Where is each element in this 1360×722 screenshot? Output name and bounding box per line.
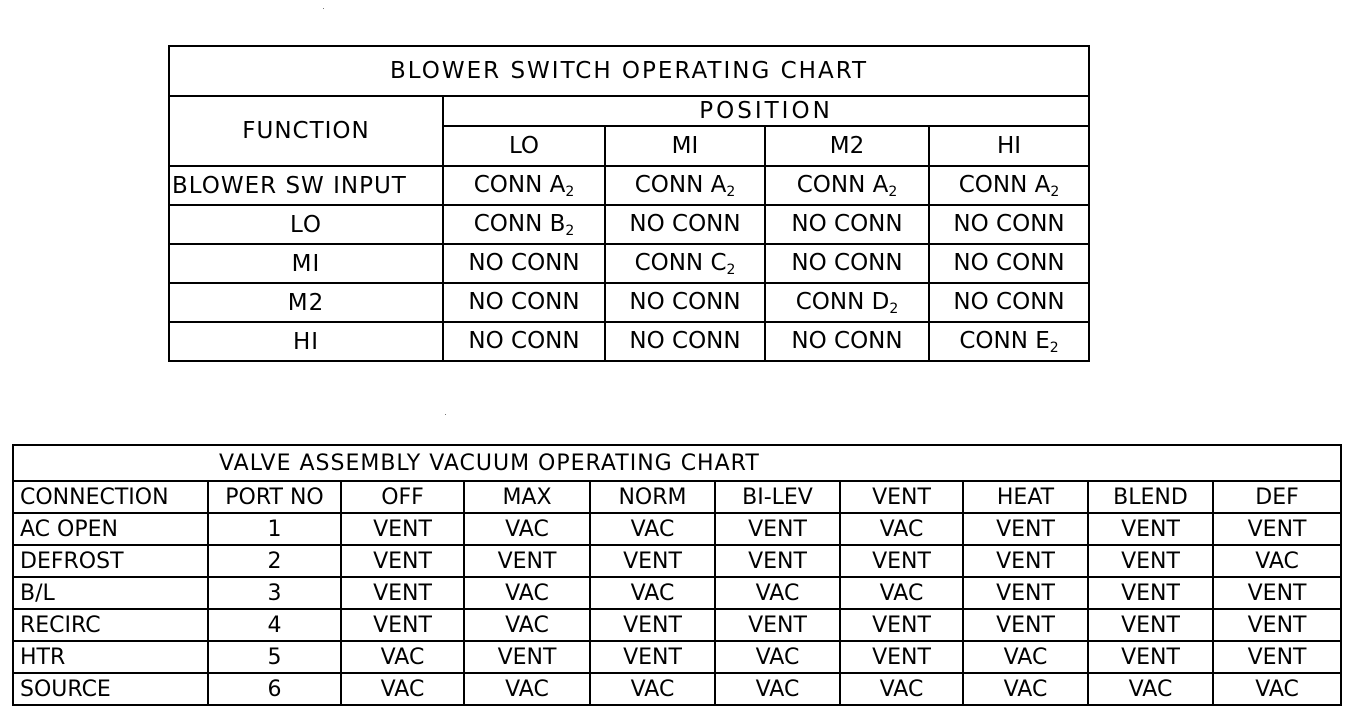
valve-state-cell: VAC <box>1088 673 1213 705</box>
valve-row <box>13 641 1341 673</box>
valve-state-cell: VAC <box>715 577 840 609</box>
connection-text: NO CONN <box>953 210 1065 237</box>
valve-row <box>13 609 1341 641</box>
valve-state-cell: VENT <box>341 609 464 641</box>
connection-text: NO CONN <box>791 327 903 354</box>
valve-column-header: VENT <box>840 481 963 513</box>
function-cell: BLOWER SW INPUT <box>169 166 443 205</box>
blower-row <box>169 205 1089 244</box>
connection-text: NO CONN <box>791 210 903 237</box>
connection-text: NO CONN <box>953 249 1065 276</box>
connection-cell <box>605 166 765 205</box>
connection-cell <box>443 322 605 361</box>
valve-state-cell: VENT <box>963 513 1088 545</box>
valve-state-cell: VENT <box>341 545 464 577</box>
scan-speck <box>323 8 324 9</box>
connection-subscript: 2 <box>726 183 736 200</box>
connection-text: CONN A <box>634 171 727 198</box>
port-number-cell: 5 <box>208 641 341 673</box>
valve-state-cell: VENT <box>341 577 464 609</box>
valve-column-header: OFF <box>341 481 464 513</box>
connection-subscript: 2 <box>565 222 575 239</box>
valve-state-cell: VAC <box>963 673 1088 705</box>
valve-row <box>13 545 1341 577</box>
valve-state-cell: VAC <box>1213 673 1341 705</box>
connection-cell <box>605 322 765 361</box>
valve-state-cell: VAC <box>840 513 963 545</box>
connection-cell <box>443 244 605 283</box>
blower-row <box>169 244 1089 283</box>
valve-state-cell: VAC <box>590 673 715 705</box>
valve-state-cell: VAC <box>715 673 840 705</box>
valve-state-cell: VAC <box>464 609 590 641</box>
scan-speck <box>445 414 446 415</box>
valve-state-cell: VENT <box>1213 577 1341 609</box>
valve-chart-title: VALVE ASSEMBLY VACUUM OPERATING CHART <box>13 445 1341 481</box>
connection-cell <box>765 244 929 283</box>
function-header: FUNCTION <box>169 96 443 166</box>
blower-row <box>169 322 1089 361</box>
function-cell: MI <box>169 244 443 283</box>
valve-state-cell: VENT <box>715 609 840 641</box>
valve-column-header: PORT NO <box>208 481 341 513</box>
connection-subscript: 2 <box>888 183 898 200</box>
blower-switch-operating-chart <box>168 45 1090 362</box>
valve-column-header: NORM <box>590 481 715 513</box>
valve-state-cell: VENT <box>840 641 963 673</box>
port-number-cell: 3 <box>208 577 341 609</box>
valve-state-cell: VAC <box>715 641 840 673</box>
connection-text: CONN E <box>959 327 1050 354</box>
connection-cell <box>929 244 1089 283</box>
connection-name-cell: SOURCE <box>13 673 208 705</box>
valve-state-cell: VAC <box>464 513 590 545</box>
connection-name-cell: RECIRC <box>13 609 208 641</box>
function-cell: LO <box>169 205 443 244</box>
valve-state-cell: VENT <box>464 641 590 673</box>
function-cell: M2 <box>169 283 443 322</box>
connection-text: NO CONN <box>791 249 903 276</box>
connection-text: CONN A <box>958 171 1051 198</box>
connection-subscript: 2 <box>889 300 899 317</box>
function-cell: HI <box>169 322 443 361</box>
connection-subscript: 2 <box>726 261 736 278</box>
valve-state-cell: VENT <box>963 545 1088 577</box>
valve-state-cell: VAC <box>464 577 590 609</box>
connection-subscript: 2 <box>565 183 575 200</box>
valve-state-cell: VAC <box>590 577 715 609</box>
connection-cell <box>765 166 929 205</box>
valve-state-cell: VENT <box>464 545 590 577</box>
valve-state-cell: VENT <box>715 545 840 577</box>
connection-text: CONN B <box>473 210 566 237</box>
position-header: POSITION <box>443 96 1089 126</box>
valve-state-cell: VAC <box>341 673 464 705</box>
valve-column-header: BI-LEV <box>715 481 840 513</box>
valve-row <box>13 673 1341 705</box>
connection-text: NO CONN <box>468 327 580 354</box>
connection-name-cell: HTR <box>13 641 208 673</box>
valve-state-cell: VENT <box>1088 513 1213 545</box>
valve-state-cell: VENT <box>590 641 715 673</box>
port-number-cell: 1 <box>208 513 341 545</box>
connection-name-cell: B/L <box>13 577 208 609</box>
valve-state-cell: VENT <box>963 577 1088 609</box>
connection-cell <box>765 205 929 244</box>
valve-state-cell: VENT <box>1088 609 1213 641</box>
connection-text: NO CONN <box>629 288 741 315</box>
valve-state-cell: VENT <box>840 609 963 641</box>
valve-state-cell: VAC <box>840 673 963 705</box>
valve-column-header: DEF <box>1213 481 1341 513</box>
connection-subscript: 2 <box>1050 183 1060 200</box>
port-number-cell: 6 <box>208 673 341 705</box>
connection-text: CONN A <box>473 171 566 198</box>
connection-text: CONN A <box>796 171 889 198</box>
valve-state-cell: VENT <box>1088 641 1213 673</box>
valve-state-cell: VAC <box>1213 545 1341 577</box>
connection-cell <box>765 322 929 361</box>
connection-cell <box>929 166 1089 205</box>
connection-text: NO CONN <box>468 288 580 315</box>
connection-text: NO CONN <box>629 210 741 237</box>
valve-row <box>13 513 1341 545</box>
connection-cell <box>605 283 765 322</box>
position-col-header: M2 <box>765 126 929 166</box>
valve-column-header: HEAT <box>963 481 1088 513</box>
blower-row <box>169 283 1089 322</box>
connection-text: NO CONN <box>953 288 1065 315</box>
connection-cell <box>929 205 1089 244</box>
connection-subscript: 2 <box>1049 339 1059 356</box>
valve-state-cell: VENT <box>963 609 1088 641</box>
connection-name-cell: DEFROST <box>13 545 208 577</box>
valve-state-cell: VAC <box>840 577 963 609</box>
connection-text: NO CONN <box>468 249 580 276</box>
connection-text: CONN D <box>795 288 890 315</box>
position-col-header: HI <box>929 126 1089 166</box>
connection-text: NO CONN <box>629 327 741 354</box>
port-number-cell: 2 <box>208 545 341 577</box>
valve-state-cell: VENT <box>1088 545 1213 577</box>
connection-cell <box>929 322 1089 361</box>
valve-state-cell: VENT <box>1088 577 1213 609</box>
valve-state-cell: VAC <box>341 641 464 673</box>
blower-row <box>169 166 1089 205</box>
connection-text: CONN C <box>634 249 727 276</box>
valve-state-cell: VAC <box>963 641 1088 673</box>
connection-cell <box>443 205 605 244</box>
valve-column-header: BLEND <box>1088 481 1213 513</box>
valve-state-cell: VAC <box>464 673 590 705</box>
valve-state-cell: VENT <box>1213 641 1341 673</box>
connection-cell <box>605 205 765 244</box>
connection-cell <box>443 283 605 322</box>
valve-state-cell: VENT <box>1213 513 1341 545</box>
connection-cell <box>605 244 765 283</box>
blower-chart-title: BLOWER SWITCH OPERATING CHART <box>169 46 1089 96</box>
valve-state-cell: VENT <box>590 609 715 641</box>
position-col-header: LO <box>443 126 605 166</box>
valve-state-cell: VENT <box>590 545 715 577</box>
valve-header-row <box>13 481 1341 513</box>
valve-column-header: CONNECTION <box>13 481 208 513</box>
valve-state-cell: VENT <box>840 545 963 577</box>
valve-state-cell: VENT <box>341 513 464 545</box>
connection-cell <box>929 283 1089 322</box>
valve-state-cell: VAC <box>590 513 715 545</box>
port-number-cell: 4 <box>208 609 341 641</box>
valve-state-cell: VENT <box>1213 609 1341 641</box>
valve-row <box>13 577 1341 609</box>
valve-state-cell: VENT <box>715 513 840 545</box>
connection-cell <box>443 166 605 205</box>
connection-cell <box>765 283 929 322</box>
position-col-header: MI <box>605 126 765 166</box>
valve-assembly-vacuum-operating-chart <box>12 444 1342 706</box>
connection-name-cell: AC OPEN <box>13 513 208 545</box>
valve-column-header: MAX <box>464 481 590 513</box>
